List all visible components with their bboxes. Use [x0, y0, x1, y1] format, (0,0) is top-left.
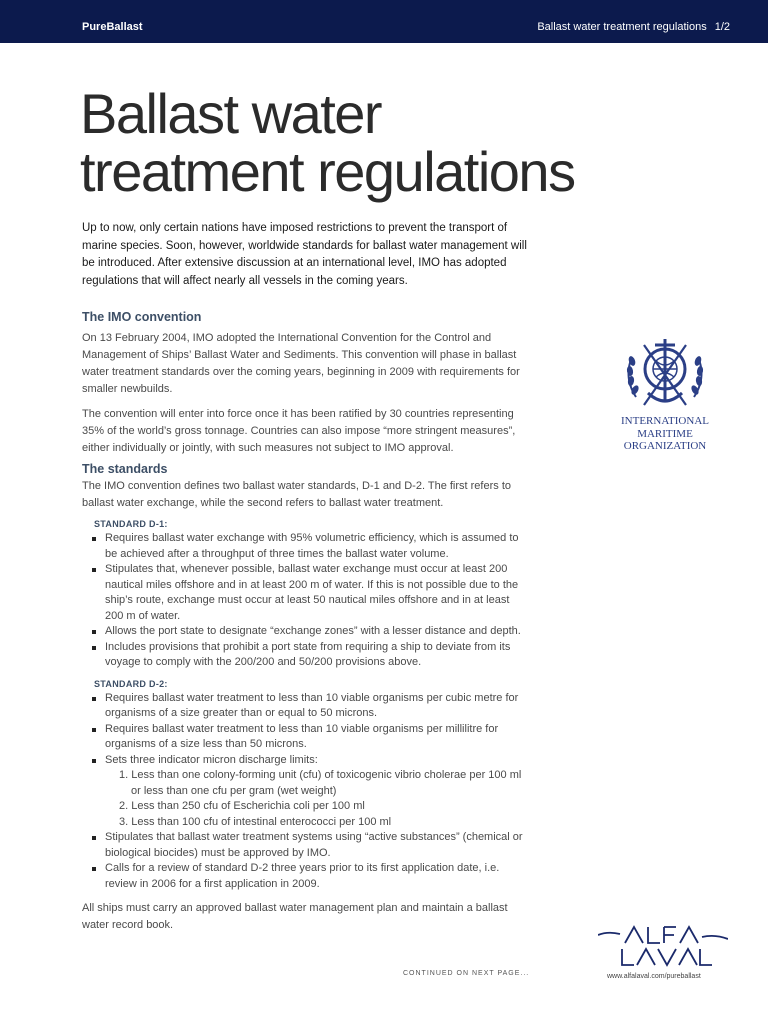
- list-item: 1. Less than one colony-forming unit (cfu) of toxicogenic vibrio cholerae per 100 ml or less than one cfu per gram (wet weight): [119, 769, 522, 797]
- standard-d2-list: [82, 691, 527, 769]
- bullet-icon: [92, 568, 96, 572]
- bullet-icon: [92, 646, 96, 650]
- header-doc-info: [537, 21, 730, 33]
- bullet-icon: [92, 759, 96, 763]
- standard-d1-label: STANDARD D-1:: [94, 519, 168, 529]
- footer-url[interactable]: www.alfalaval.com/pureballast: [607, 973, 701, 980]
- list-item: Sets three indicator micron discharge limits:: [82, 753, 527, 769]
- alfa-laval-logo: [598, 924, 728, 968]
- title-line-1: Ballast water: [80, 82, 382, 145]
- list-item: Allows the port state to designate “exchange zones” with a lesser distance and depth.: [82, 624, 527, 640]
- discharge-limits-list: [82, 768, 527, 830]
- bullet-icon: [92, 697, 96, 701]
- imo-emblem-icon: [622, 335, 708, 411]
- bullet-icon: [92, 867, 96, 871]
- list-item: Includes provisions that prohibit a port state from requiring a ship to deviate from its voyage to comply with the 200/200 and 50/200 provisions above.: [82, 640, 527, 671]
- section-heading-imo: The IMO convention: [82, 310, 202, 324]
- header-doc-title: Ballast water treatment regulations: [537, 21, 707, 33]
- closing-paragraph: All ships must carry an approved ballast water management plan and maintain a ballast water record book.: [82, 902, 508, 931]
- standard-d2-label: STANDARD D-2:: [94, 678, 168, 689]
- bullet-icon: [92, 836, 96, 840]
- list-item: Stipulates that, whenever possible, ballast water exchange must occur at least 200 nautical miles offshore and in at least 200 m of water. If this is not possible due to the ship’s route, exchange must occur at least 50 nautical miles offshore and in at least 200 m of water.: [82, 562, 527, 624]
- bullet-icon: [92, 728, 96, 732]
- page-title: [80, 82, 575, 203]
- intro-paragraph: Up to now, only certain nations have imposed restrictions to prevent the transport of marine species. Soon, however, worldwide standards for ballast water management will be introduced. After extensive discussion at an international level, IMO has adopted regulations that will affect nearly all vessels in the coming years.: [82, 222, 527, 287]
- bullet-icon: [92, 537, 96, 541]
- imo-convention-section: [82, 310, 527, 457]
- standard-d2-list-continued: [82, 830, 527, 892]
- header-bar: [0, 0, 768, 43]
- list-item: Calls for a review of standard D-2 three years prior to its first application date, i.e. review in 2006 for a first application in 2009.: [82, 861, 527, 892]
- list-item: Requires ballast water treatment to less than 10 viable organisms per cubic metre for organisms of a size greater than or equal to 50 microns.: [82, 691, 527, 722]
- standard-d1-list: [82, 531, 527, 671]
- standards-section: [82, 462, 527, 934]
- list-item: 2. Less than 250 cfu of Escherichia coli per 100 ml: [119, 800, 365, 812]
- continued-note: CONTINUED ON NEXT PAGE...: [403, 970, 530, 977]
- imo-paragraph-1: On 13 February 2004, IMO adopted the International Convention for the Control and Management of Ships’ Ballast Water and Sediments. This convention will phase in ballast water treatment standards over the coming years, beginning in 2009 with requirements for smaller newbuilds.: [82, 332, 520, 395]
- page-number: 1/2: [714, 21, 730, 33]
- bullet-icon: [92, 630, 96, 634]
- standards-intro: The IMO convention defines two ballast water standards, D-1 and D-2. The first refers to ballast water exchange, while the second refers to ballast water treatment.: [82, 480, 511, 509]
- imo-logo: [600, 335, 730, 453]
- imo-wordmark: INTERNATIONAL MARITIME ORGANIZATION: [621, 415, 709, 452]
- brand-name: PureBallast: [82, 21, 143, 33]
- list-item: Requires ballast water treatment to less than 10 viable organisms per millilitre for organisms of a size less than 50 microns.: [82, 722, 527, 753]
- list-item: Requires ballast water exchange with 95% volumetric efficiency, which is assumed to be achieved after a throughput of three times the ballast water volume.: [82, 531, 527, 562]
- title-line-2: treatment regulations: [80, 140, 575, 203]
- list-item: 3. Less than 100 cfu of intestinal enterococci per 100 ml: [119, 815, 392, 828]
- imo-paragraph-2: The convention will enter into force once it has been ratified by 30 countries representing 35% of the world’s gross tonnage. Countries can also impose “more stringent measures”, either individually or jointly, with such measures not subject to IMO approval.: [82, 408, 516, 454]
- section-heading-standards: The standards: [82, 462, 168, 476]
- list-item: Stipulates that ballast water treatment systems using “active substances” (chemical or biological biocides) must be approved by IMO.: [82, 830, 527, 861]
